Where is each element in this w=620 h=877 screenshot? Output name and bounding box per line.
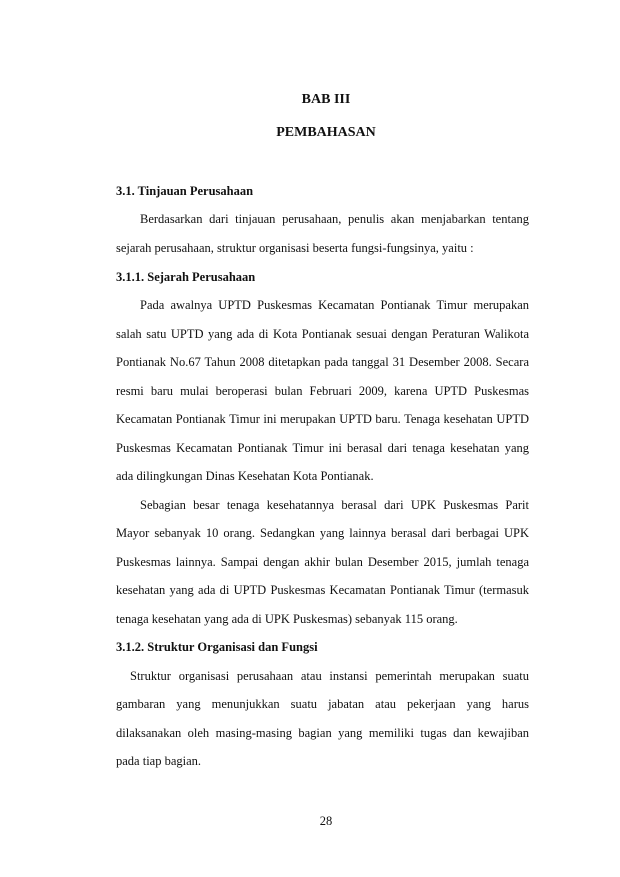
paragraph-line: salah satu UPTD yang ada di Kota Pontianak sesuai dengan Peraturan Walikota	[116, 327, 529, 341]
paragraph-line: Berdasarkan dari tinjauan perusahaan, penulis akan menjabarkan tentang	[140, 212, 529, 226]
paragraph-line: ada dilingkungan Dinas Kesehatan Kota Pontianak.	[116, 469, 374, 483]
paragraph-line: Sebagian besar tenaga kesehatannya berasal dari UPK Puskesmas Parit	[140, 498, 529, 512]
paragraph-line: resmi baru mulai beroperasi bulan Februari 2009, karena UPTD Puskesmas	[116, 384, 529, 398]
paragraph-line: Kecamatan Pontianak Timur ini merupakan UPTD baru. Tenaga kesehatan UPTD	[116, 412, 529, 426]
chapter-number: BAB III	[301, 92, 351, 107]
page-number: 28	[319, 814, 333, 828]
paragraph-line: Puskesmas lainnya. Sampai dengan akhir bulan Desember 2015, jumlah tenaga	[116, 555, 529, 569]
section-3-1-2-heading: 3.1.2. Struktur Organisasi dan Fungsi	[116, 640, 318, 654]
paragraph-line: kesehatan yang ada di UPTD Puskesmas Kecamatan Pontianak Timur (termasuk	[116, 583, 529, 597]
paragraph-line: Mayor sebanyak 10 orang. Sedangkan yang lainnya berasal dari berbagai UPK	[116, 526, 529, 540]
paragraph-line: gambaran yang menunjukkan suatu jabatan atau pekerjaan yang harus	[116, 697, 529, 711]
paragraph-line: Pontianak No.67 Tahun 2008 ditetapkan pada tanggal 31 Desember 2008. Secara	[116, 355, 529, 369]
paragraph-line: dilaksanakan oleh masing-masing bagian yang memiliki tugas dan kewajiban	[116, 726, 529, 740]
section-3-1-heading: 3.1. Tinjauan Perusahaan	[116, 184, 254, 198]
paragraph-line: Struktur organisasi perusahaan atau instansi pemerintah merupakan suatu	[130, 669, 529, 683]
chapter-title: PEMBAHASAN	[276, 125, 376, 140]
paragraph-line: Puskesmas Kecamatan Pontianak Timur ini berasal dari tenaga kesehatan yang	[116, 441, 529, 455]
section-3-1-1-heading: 3.1.1. Sejarah Perusahaan	[116, 270, 256, 284]
paragraph-line: tenaga kesehatan yang ada di UPK Puskesmas) sebanyak 115 orang.	[116, 612, 458, 626]
paragraph-line: pada tiap bagian.	[116, 754, 202, 768]
paragraph-line: Pada awalnya UPTD Puskesmas Kecamatan Pontianak Timur merupakan	[140, 298, 529, 312]
paragraph-line: sejarah perusahaan, struktur organisasi beserta fungsi-fungsinya, yaitu :	[116, 241, 474, 255]
